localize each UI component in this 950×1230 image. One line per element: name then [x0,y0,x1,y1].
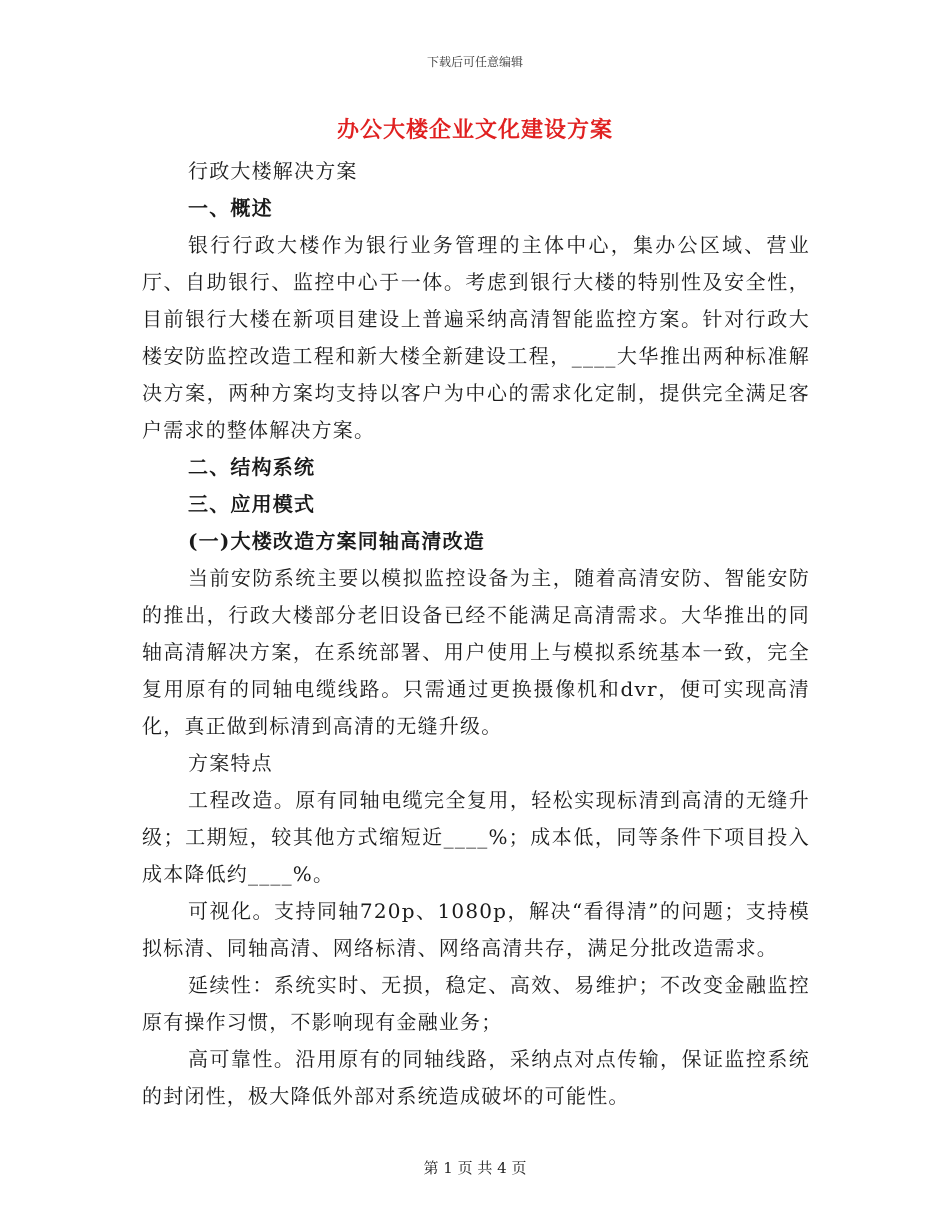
features-label: 方案特点 [188,751,273,775]
coaxial-intro-paragraph: 当前安防系统主要以模拟监控设备为主，随着高清安防、智能安防的推出，行政大楼部分老旧设备已经不能满足高清需求。大华推出的同轴高清解决方案，在系统部署、用户使用上与模拟系统基本一致，完全复用原有的同轴电缆线路。只需通过更换摄像机和dvr，便可实现高清化，真正做到标清到高清的无缝升级。 [142,566,810,738]
section-heading-structure: 二、结构系统 [188,455,316,479]
feature-paragraph-visualization: 可视化。支持同轴720p、1080p，解决“看得清”的问题；支持模拟标清、同轴高清、网络标清、网络高清共存，满足分批改造需求。 [142,899,810,960]
section-heading-overview: 一、概述 [188,196,273,220]
document-body [142,153,810,1115]
header-note: 下载后可任意编辑 [426,55,523,69]
page-footer: 第 1 页 共 4 页 [423,1159,527,1177]
feature-paragraph-reliability: 高可靠性。沿用原有的同轴线路，采纳点对点传输，保证监控系统的封闭性，极大降低外部对系统造成破坏的可能性。 [142,1047,810,1108]
section-heading-application: 三、应用模式 [188,492,316,516]
document-title: 办公大楼企业文化建设方案 [336,117,613,143]
overview-paragraph: 银行行政大楼作为银行业务管理的主体中心，集办公区域、营业厅、自助银行、监控中心于一体。考虑到银行大楼的特别性及安全性，目前银行大楼在新项目建设上普遍采纳高清智能监控方案。针对行政大楼安防监控改造工程和新大楼全新建设工程，____大华推出两种标准解决方案，两种方案均支持以客户为中心的需求化定制，提供完全满足客户需求的整体解决方案。 [142,233,810,442]
subtitle-paragraph: 行政大楼解决方案 [188,159,358,183]
feature-paragraph-continuity: 延续性：系统实时、无损，稳定、高效、易维护；不改变金融监控原有操作习惯，不影响现有金融业务； [142,973,810,1034]
feature-paragraph-engineering: 工程改造。原有同轴电缆完全复用，轻松实现标清到高清的无缝升级；工期短，较其他方式缩短近____%；成本低，同等条件下项目投入成本降低约____%。 [142,788,810,886]
subsection-heading-coaxial: (一)大楼改造方案同轴高清改造 [188,529,485,553]
